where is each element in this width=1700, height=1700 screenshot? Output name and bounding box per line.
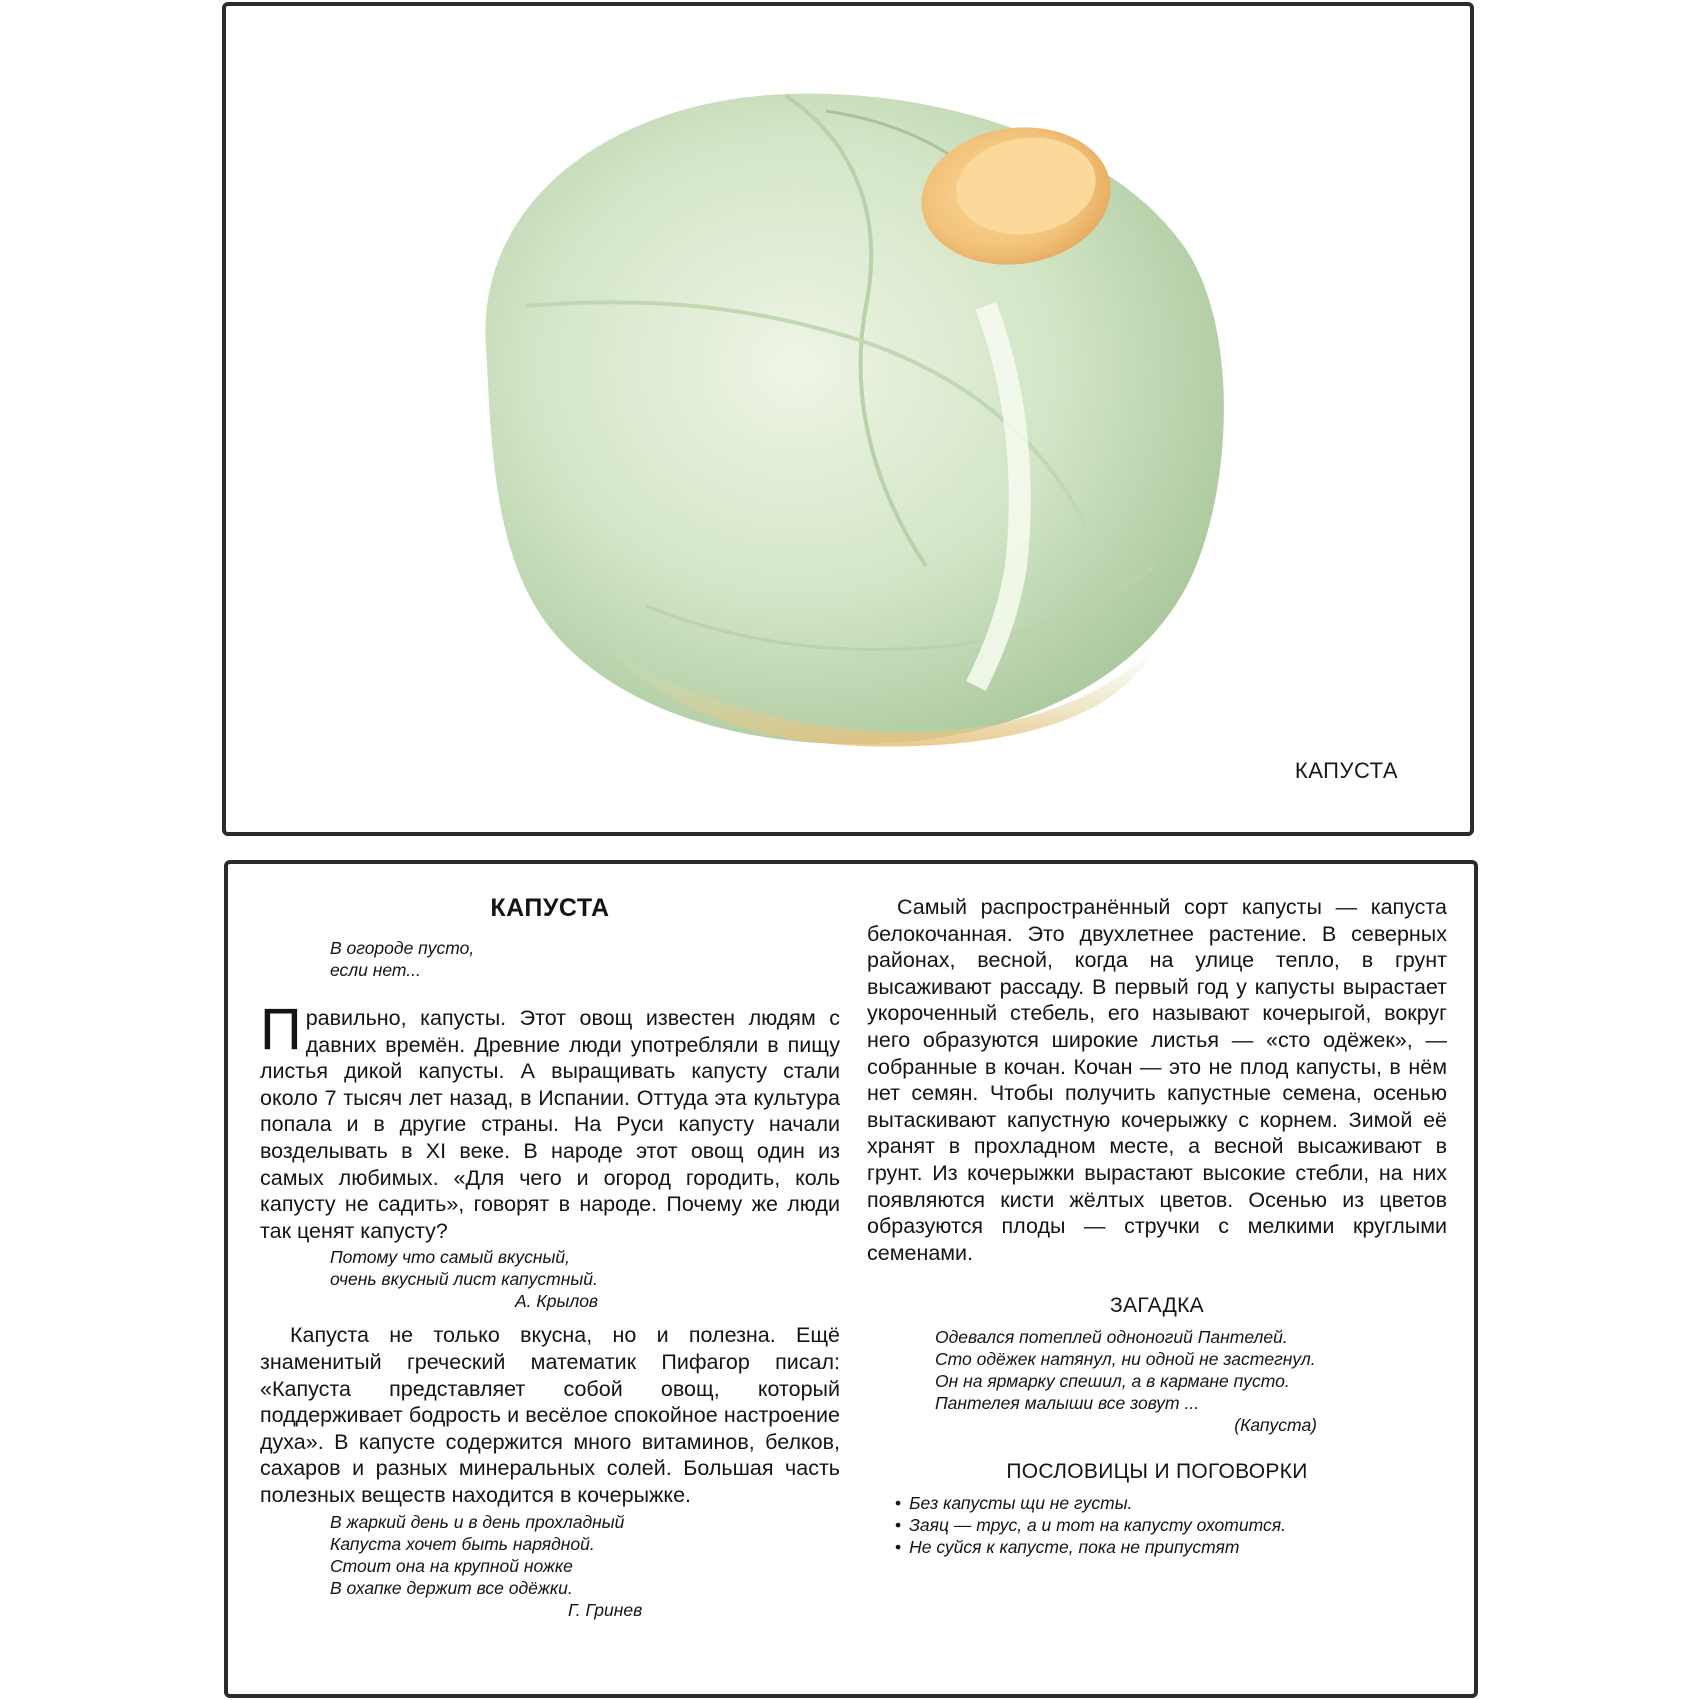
quote-krylov	[330, 1246, 840, 1312]
article-title: КАПУСТА	[490, 894, 610, 922]
proverb-item: • Не суйся к капусте, пока не припустят	[895, 1536, 1447, 1558]
left-column	[260, 894, 840, 1621]
verse-line: Стоит она на крупной ножке	[330, 1555, 573, 1576]
riddle-heading: ЗАГАДКА	[1110, 1294, 1204, 1318]
verse-line: В огороде пусто,	[330, 938, 475, 958]
cabbage-head	[485, 94, 1223, 744]
image-caption: КАПУСТА	[1294, 758, 1398, 783]
paragraph-history	[260, 997, 840, 1244]
riddle-line: Одевался потеплей одноногий Пантелей.	[935, 1327, 1288, 1348]
proverbs-section	[867, 1460, 1447, 1558]
verse-line: В жаркий день и в день прохладный	[330, 1511, 625, 1532]
riddle-section	[867, 1294, 1447, 1436]
proverb-item: • Заяц — трус, а и тот на капусту охотится.	[895, 1514, 1447, 1536]
quote-grinev	[330, 1511, 840, 1621]
paragraph-text: равильно, капусты. Этот овощ известен людям с давних времён. Древние люди употребляли в пищу листья дикой капусты. А выращивать капусту стали около 7 тысяч лет назад, в Испании. Оттуда эта культура попала и в другие страны. На Руси капусту начали возделывать в XI веке. В народе этот овощ один из самых любимых. «Для чего и огород городить, коль капусту не садить», говорят в народе. Почему же люди так ценят капусту?	[260, 1006, 840, 1243]
verse-line: Капуста хочет быть нарядной.	[330, 1533, 595, 1554]
verse-line: очень вкусный лист капустный.	[330, 1269, 598, 1290]
paragraph-benefits: Капуста не только вкусна, но и полезна. Ещё знаменитый греческий математик Пифагор писал: «Капуста представляет собой овощ, который поддерживает бодрость и весёлое спокойное настроение духа». В капусте содержится много витаминов, белков, сахаров и разных минеральных солей. Большая часть полезных веществ находится в кочерыжке.	[260, 1323, 840, 1507]
text-card	[224, 860, 1478, 1698]
right-column	[867, 894, 1447, 1558]
image-card	[222, 2, 1474, 836]
quote-author: Г. Гринев	[568, 1599, 643, 1620]
riddle-line: Сто одёжек натянул, ни одной не застегнул.	[935, 1349, 1316, 1370]
verse-line: Потому что самый вкусный,	[330, 1247, 570, 1268]
riddle-line: Он на ярмарку спешил, а в кармане пусто.	[935, 1371, 1290, 1392]
proverbs-list	[895, 1492, 1447, 1558]
verse-line: если нет...	[330, 960, 421, 980]
drop-cap: П	[260, 997, 302, 1062]
paragraph-variety: Самый распространённый сорт капусты — капуста белокочанная. Это двухлетнее растение. В северных районах, весной, когда на улице тепло, в грунт высаживают рассаду. В первый год у капусты вырастает укороченный стебель, его называют кочерыгой, вокруг него образуются широкие листья — «сто одёжек», — собранные в кочан. Кочан — это не плод капусты, в нём нет семян. Чтобы получить капустные семена, осенью вытаскивают капустную кочерыжку с корнем. Зимой её хранят в прохладном месте, а весной высаживают в грунт. Из кочерыжки вырастают высокие стебли, на них появляются кисти жёлтых цветов. Осенью из цветов образуются плоды — стручки с мелкими круглыми семенами.	[867, 895, 1447, 1265]
riddle-line: Пантелея малыши все зовут ...	[935, 1393, 1200, 1414]
intro-verse	[330, 937, 840, 981]
cabbage-illustration	[226, 6, 1470, 832]
proverb-item: • Без капусты щи не густы.	[895, 1492, 1447, 1514]
quote-author: А. Крылов	[515, 1291, 599, 1312]
proverbs-heading: ПОСЛОВИЦЫ И ПОГОВОРКИ	[1006, 1460, 1308, 1484]
verse-line: В охапке держит все одёжки.	[330, 1577, 573, 1598]
riddle-text	[935, 1326, 1447, 1414]
riddle-answer: (Капуста)	[1234, 1415, 1317, 1436]
